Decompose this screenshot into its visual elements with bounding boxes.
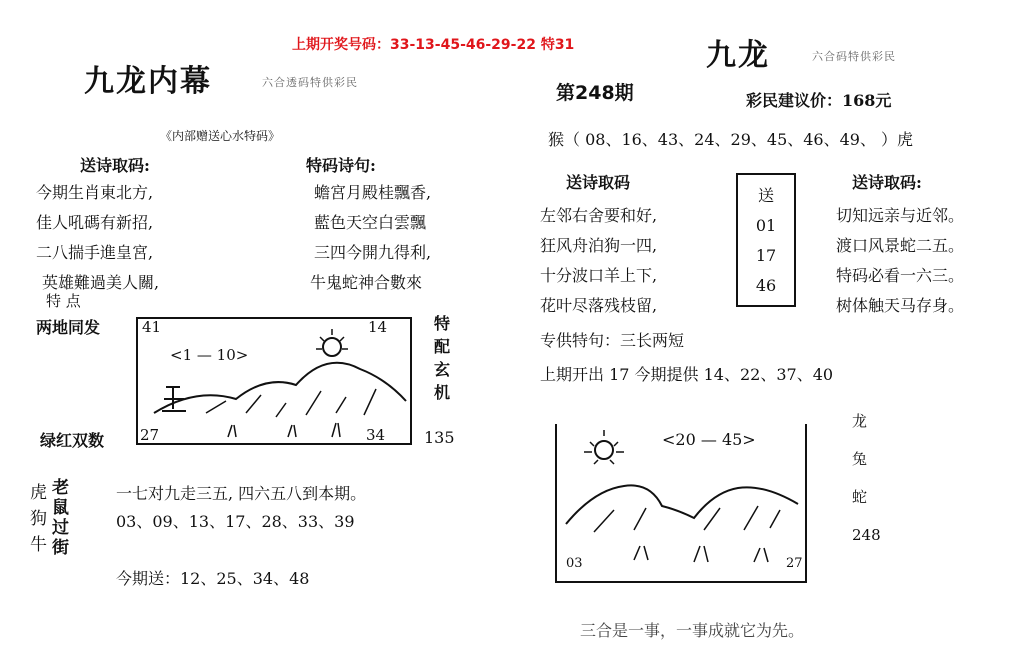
zodiac-char: 狗 <box>30 509 47 529</box>
poem-line: 十分波口羊上下, <box>540 266 658 285</box>
poem1-line: 今期生肖東北方, <box>36 183 154 202</box>
side-char: 机 <box>434 383 451 402</box>
vertical-pair <box>30 480 47 558</box>
right-pic-num-bottom-left: 03 <box>566 556 583 571</box>
poem1-label: 送诗取码: <box>80 156 150 175</box>
right-side-vertical <box>852 402 881 554</box>
phrase-char: 老 <box>52 478 69 498</box>
left-side-vertical <box>434 312 450 404</box>
gift-char: 送 <box>757 186 774 205</box>
right-title: 九龙 <box>706 38 770 73</box>
poem2-lines <box>310 178 432 298</box>
price-label: 彩民建议价：168元 <box>746 91 892 110</box>
right-subtitle: 六合码特供彩民 <box>812 50 896 63</box>
poem2-line: 藍色天空白雲飄 <box>314 213 427 232</box>
left-pic-range: <1 — 10> <box>170 346 249 364</box>
gift-number: 01 <box>755 216 777 235</box>
inner-title: 《内部赠送心水特码》 <box>160 129 281 143</box>
left-pic-num-top-right: 14 <box>368 318 388 336</box>
poem-line: 特码必看一六三。 <box>836 266 965 285</box>
left-line-1: 一七对九走三五, 四六五八到本期。 <box>116 484 367 503</box>
poem1-lines <box>36 178 159 298</box>
poem2-line: 牛鬼蛇神合數來 <box>310 273 423 292</box>
last-open-line: 上期开出 17 今期提供 14、22、37、40 <box>540 365 834 384</box>
gift-box-content <box>736 181 796 301</box>
right-poem-lines-right <box>836 201 964 321</box>
right-poem-lines-left <box>540 201 657 321</box>
green-red-label: 绿红双数 <box>40 431 105 450</box>
left-pic-num-bottom-left: 27 <box>140 426 160 444</box>
both-places-label: 两地同发 <box>36 318 101 337</box>
poem1-line: 英雄難過美人關, <box>42 273 160 292</box>
footer-line: 三合是一事，一事成就它为先。 <box>580 621 805 640</box>
phrase-char: 街 <box>52 538 69 558</box>
vertical-phrase <box>52 478 69 558</box>
side-char: 配 <box>434 337 451 356</box>
right-poem-label-right: 送诗取码: <box>852 173 922 192</box>
issue-number: 第248期 <box>556 82 634 104</box>
num-135: 135 <box>424 428 455 447</box>
left-line-2: 03、09、13、17、28、33、39 <box>116 512 355 531</box>
phrase-char: 过 <box>52 518 69 538</box>
side-number: 248 <box>852 526 881 544</box>
zodiac-char: 牛 <box>30 535 47 555</box>
poem-line: 树体触天马存身。 <box>836 296 965 315</box>
poem1-line: 佳人吼碼有新招, <box>36 213 154 232</box>
poem1-line: 二八揣手進皇宮, <box>36 243 154 262</box>
zodiac-char: 虎 <box>30 483 47 503</box>
special-tip: 专供特句：三长两短 <box>540 331 685 350</box>
poem-line: 渡口风景蛇二五。 <box>836 236 965 255</box>
gift-number: 17 <box>755 246 777 265</box>
right-pic-range: <20 — 45> <box>662 430 756 449</box>
gift-number: 46 <box>755 276 777 295</box>
poem-line: 切知远亲与近邻。 <box>836 206 965 225</box>
side-char: 兔 <box>852 450 868 468</box>
poem2-line: 三四今開九得利, <box>314 243 432 262</box>
poem-line: 左邻右舍要和好, <box>540 206 658 225</box>
phrase-char: 鼠 <box>52 498 69 518</box>
last-draw-numbers: 上期开奖号码：33-13-45-46-29-22 特31 <box>292 37 575 53</box>
right-poem-label-left: 送诗取码 <box>566 173 631 192</box>
poem-line: 花叶尽落残枝留, <box>540 296 658 315</box>
poem2-label: 特码诗句: <box>306 156 376 175</box>
poem-line: 狂风舟泊狗一四, <box>540 236 658 255</box>
special-point: 特 点 <box>46 292 81 310</box>
left-pic-num-top-left: 41 <box>142 318 162 336</box>
left-line-3: 今期送：12、25、34、48 <box>116 569 310 588</box>
left-pic-num-bottom-right: 34 <box>366 426 386 444</box>
poem2-line: 蟾宮月殿桂飄香, <box>314 183 432 202</box>
left-title: 九龙内幕 <box>84 64 212 99</box>
monkey-line: 猴（ 08、16、43、24、29、45、46、49、 ）虎 <box>548 130 914 149</box>
side-char: 玄 <box>434 360 451 379</box>
side-char: 特 <box>434 314 451 333</box>
side-char: 蛇 <box>852 488 868 506</box>
side-char: 龙 <box>852 412 868 430</box>
left-subtitle: 六合透码特供彩民 <box>262 76 358 89</box>
right-pic-num-bottom-right: 27 <box>786 556 803 571</box>
